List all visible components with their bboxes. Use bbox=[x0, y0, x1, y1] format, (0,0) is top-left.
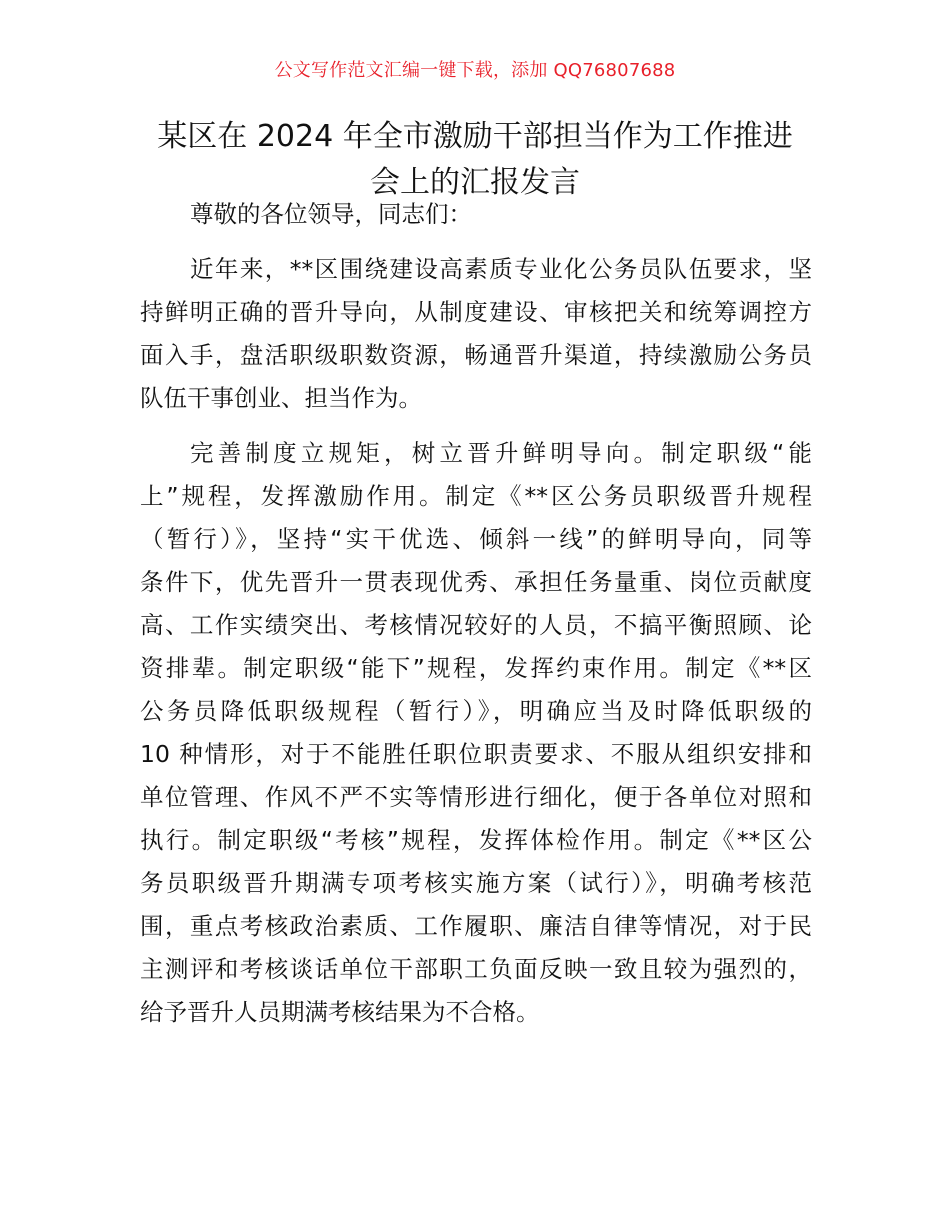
paragraph-line: 队伍干事创业、担当作为。 bbox=[140, 384, 422, 412]
paragraph-line: 持鲜明正确的晋升导向，从制度建设、审核把关和统筹调控方 bbox=[140, 298, 812, 326]
paragraph-line: 完善制度立规矩，树立晋升鲜明导向。制定职级“能 bbox=[190, 439, 812, 467]
salutation: 尊敬的各位领导，同志们： bbox=[190, 200, 472, 228]
paragraph-line: 围，重点考核政治素质、工作履职、廉洁自律等情况，对于民 bbox=[140, 912, 812, 940]
paragraph-line: （暂行）》，坚持“实干优选、倾斜一线”的鲜明导向，同等 bbox=[140, 525, 812, 553]
paragraph-line: 高、工作实绩突出、考核情况较好的人员，不搞平衡照顾、论 bbox=[140, 611, 812, 639]
paragraph-line: 务员职级晋升期满专项考核实施方案（试行）》，明确考核范 bbox=[140, 869, 812, 897]
paragraph-line: 主测评和考核谈话单位干部职工负面反映一致且较为强烈的， bbox=[140, 955, 812, 983]
paragraph-line: 执行。制定职级“考核”规程，发挥体检作用。制定《**区公 bbox=[140, 826, 812, 854]
paragraph-line: 给予晋升人员期满考核结果为不合格。 bbox=[140, 998, 540, 1026]
paragraph-line: 资排辈。制定职级“能下”规程，发挥约束作用。制定《**区 bbox=[140, 654, 812, 682]
paragraph-line: 10 种情形，对于不能胜任职位职责要求、不服从组织安排和 bbox=[140, 740, 812, 768]
document-body bbox=[140, 193, 812, 1046]
paragraph-line: 上”规程，发挥激励作用。制定《**区公务员职级晋升规程 bbox=[140, 482, 812, 510]
title-line-2: 会上的汇报发言 bbox=[370, 165, 580, 200]
paragraph-line: 公务员降低职级规程（暂行）》，明确应当及时降低职级的 bbox=[140, 697, 812, 725]
paragraph-1 bbox=[140, 248, 812, 420]
paragraph-line: 条件下，优先晋升一贯表现优秀、承担任务量重、岗位贡献度 bbox=[140, 568, 812, 596]
download-banner: 公文写作范文汇编一键下载，添加 QQ76807688 bbox=[274, 60, 676, 81]
paragraph-line: 面入手，盘活职级职数资源，畅通晋升渠道，持续激励公务员 bbox=[140, 341, 812, 369]
paragraph-line: 单位管理、作风不严不实等情形进行细化，便于各单位对照和 bbox=[140, 783, 812, 811]
paragraph-line: 近年来，**区围绕建设高素质专业化公务员队伍要求，坚 bbox=[190, 255, 812, 283]
paragraph-2 bbox=[140, 432, 812, 1034]
title-line-1: 某区在 2024 年全市激励干部担当作为工作推进 bbox=[157, 119, 793, 154]
